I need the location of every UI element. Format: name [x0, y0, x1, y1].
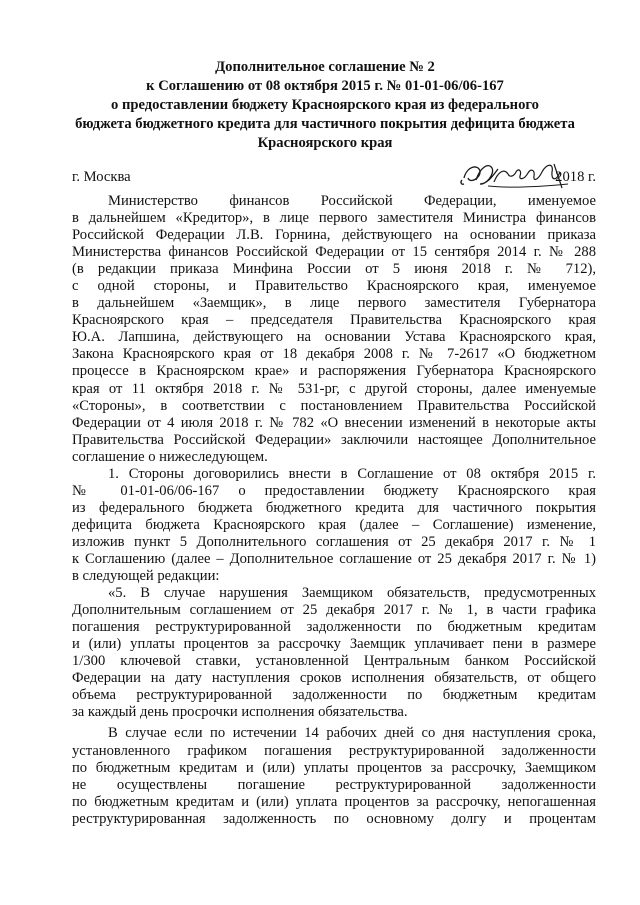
title-line: Красноярского края	[257, 135, 393, 151]
title-line: к Соглашению от 08 октября 2015 г. № 01-01-06/06-167	[146, 78, 504, 94]
text-line: за каждый день просрочки исполнения обязательства.	[72, 704, 408, 721]
text-line: по бюджетным кредитам и (или) уплаты процентов за рассрочку, Заемщиком	[72, 759, 596, 776]
text-line: по бюджетным кредитам и (или) уплата процентов за рассрочку, непогашенная	[72, 793, 596, 810]
text-line: 1. Стороны договорились внести в Соглашение от 08 октября 2015 г.	[108, 465, 596, 482]
title-line: Дополнительное соглашение № 2	[215, 59, 435, 75]
text-line: в следующей редакции:	[72, 568, 220, 585]
text-line: края от 11 октября 2018 г. № 531-рг, с другой стороны, далее именуемые	[72, 380, 596, 397]
text-line: установленного графиком погашения реструктурированной задолженности	[72, 742, 596, 759]
text-line: Красноярского края – председателя Правительства Красноярского края	[72, 312, 596, 329]
text-line: Ю.А. Лапшина, действующего на основании Устава Красноярского края,	[72, 329, 596, 346]
text-line: дефицита бюджета Красноярского края (далее – Соглашение) изменение,	[72, 516, 596, 533]
text-line: В случае если по истечении 14 рабочих дней со дня наступления срока,	[108, 725, 596, 742]
title-line: о предоставлении бюджету Красноярского края из федерального	[111, 97, 539, 113]
city: г. Москва	[72, 169, 131, 185]
text-line: объема реструктурированной задолженности по бюджетным кредитам	[72, 687, 596, 704]
text-line: к Соглашению (далее – Дополнительное соглашение от 25 декабря 2017 г. № 1)	[72, 550, 596, 567]
text-line: не осуществлены погашение реструктурированной задолженности	[72, 776, 596, 793]
text-line: реструктурированная задолженность по основному долгу и процентам	[72, 810, 596, 827]
text-line: в дальнейшем «Заемщик», в лице первого заместителя Губернатора	[72, 295, 596, 312]
paragraph-parties	[72, 193, 596, 466]
text-line: (в редакции приказа Минфина России от 5 июня 2018 г. № 712),	[72, 261, 596, 278]
text-line: с одной стороны, и Правительство Красноярского края, именуемое	[72, 278, 596, 295]
text-line: «Стороны», в соответствии с постановлением Правительства Российской	[72, 397, 596, 414]
paragraph-clause-1	[72, 466, 596, 585]
text-line: соглашение о нижеследующем.	[72, 448, 268, 465]
text-line: Федерации на дату наступления сроков исполнения обязательств, от общего	[72, 670, 596, 687]
place-date-row	[72, 164, 596, 188]
document-title	[60, 58, 590, 153]
paragraph-clause-5	[72, 585, 596, 721]
text-line: погашения реструктурированной задолженности по бюджетным кредитам	[72, 619, 596, 636]
text-line: Министерство финансов Российской Федерации, именуемое	[108, 193, 596, 209]
paragraph-default-case	[72, 725, 596, 827]
text-line: Министерства финансов Российской Федерации от 15 сентября 2014 г. № 288	[72, 244, 596, 261]
text-line: из федерального бюджета бюджетного кредита для частичного покрытия	[72, 499, 596, 516]
text-line: процессе в Красноярском крае» и распоряжения Губернатора Красноярского	[72, 363, 596, 380]
text-line: № 01-01-06/06-167 о предоставлении бюджету Красноярского края	[72, 482, 596, 499]
text-line: Закона Красноярского края от 18 декабря 2008 г. № 7-2617 «О бюджетном	[72, 346, 596, 363]
text-line: Российской Федерации Л.В. Горнина, действующего на основании приказа	[72, 227, 596, 244]
text-line: в дальнейшем «Кредитор», в лице первого заместителя Министра финансов	[72, 210, 596, 227]
title-line: бюджета бюджетного кредита для частичного покрытия дефицита бюджета	[75, 116, 575, 132]
text-line: Дополнительным соглашением от 25 декабря 2017 г. № 1, в части графика	[72, 602, 596, 619]
text-line: изложив пункт 5 Дополнительного соглашения от 25 декабря 2017 г. № 1	[72, 533, 596, 550]
document-body	[72, 193, 596, 828]
document-date: 2018 г.	[555, 169, 596, 185]
text-line: «5. В случае нарушения Заемщиком обязательств, предусмотренных	[108, 585, 596, 602]
text-line: 1/300 ключевой ставки, установленной Центральным банком Российской	[72, 653, 596, 670]
text-line: и (или) уплаты процентов за рассрочку Заемщик уплачивает пени в размере	[72, 636, 596, 653]
text-line: Правительства Российской Федерации» заключили настоящее Дополнительное	[72, 431, 596, 448]
text-line: Федерации от 4 июля 2018 г. № 782 «О внесении изменений в некоторые акты	[72, 414, 596, 431]
